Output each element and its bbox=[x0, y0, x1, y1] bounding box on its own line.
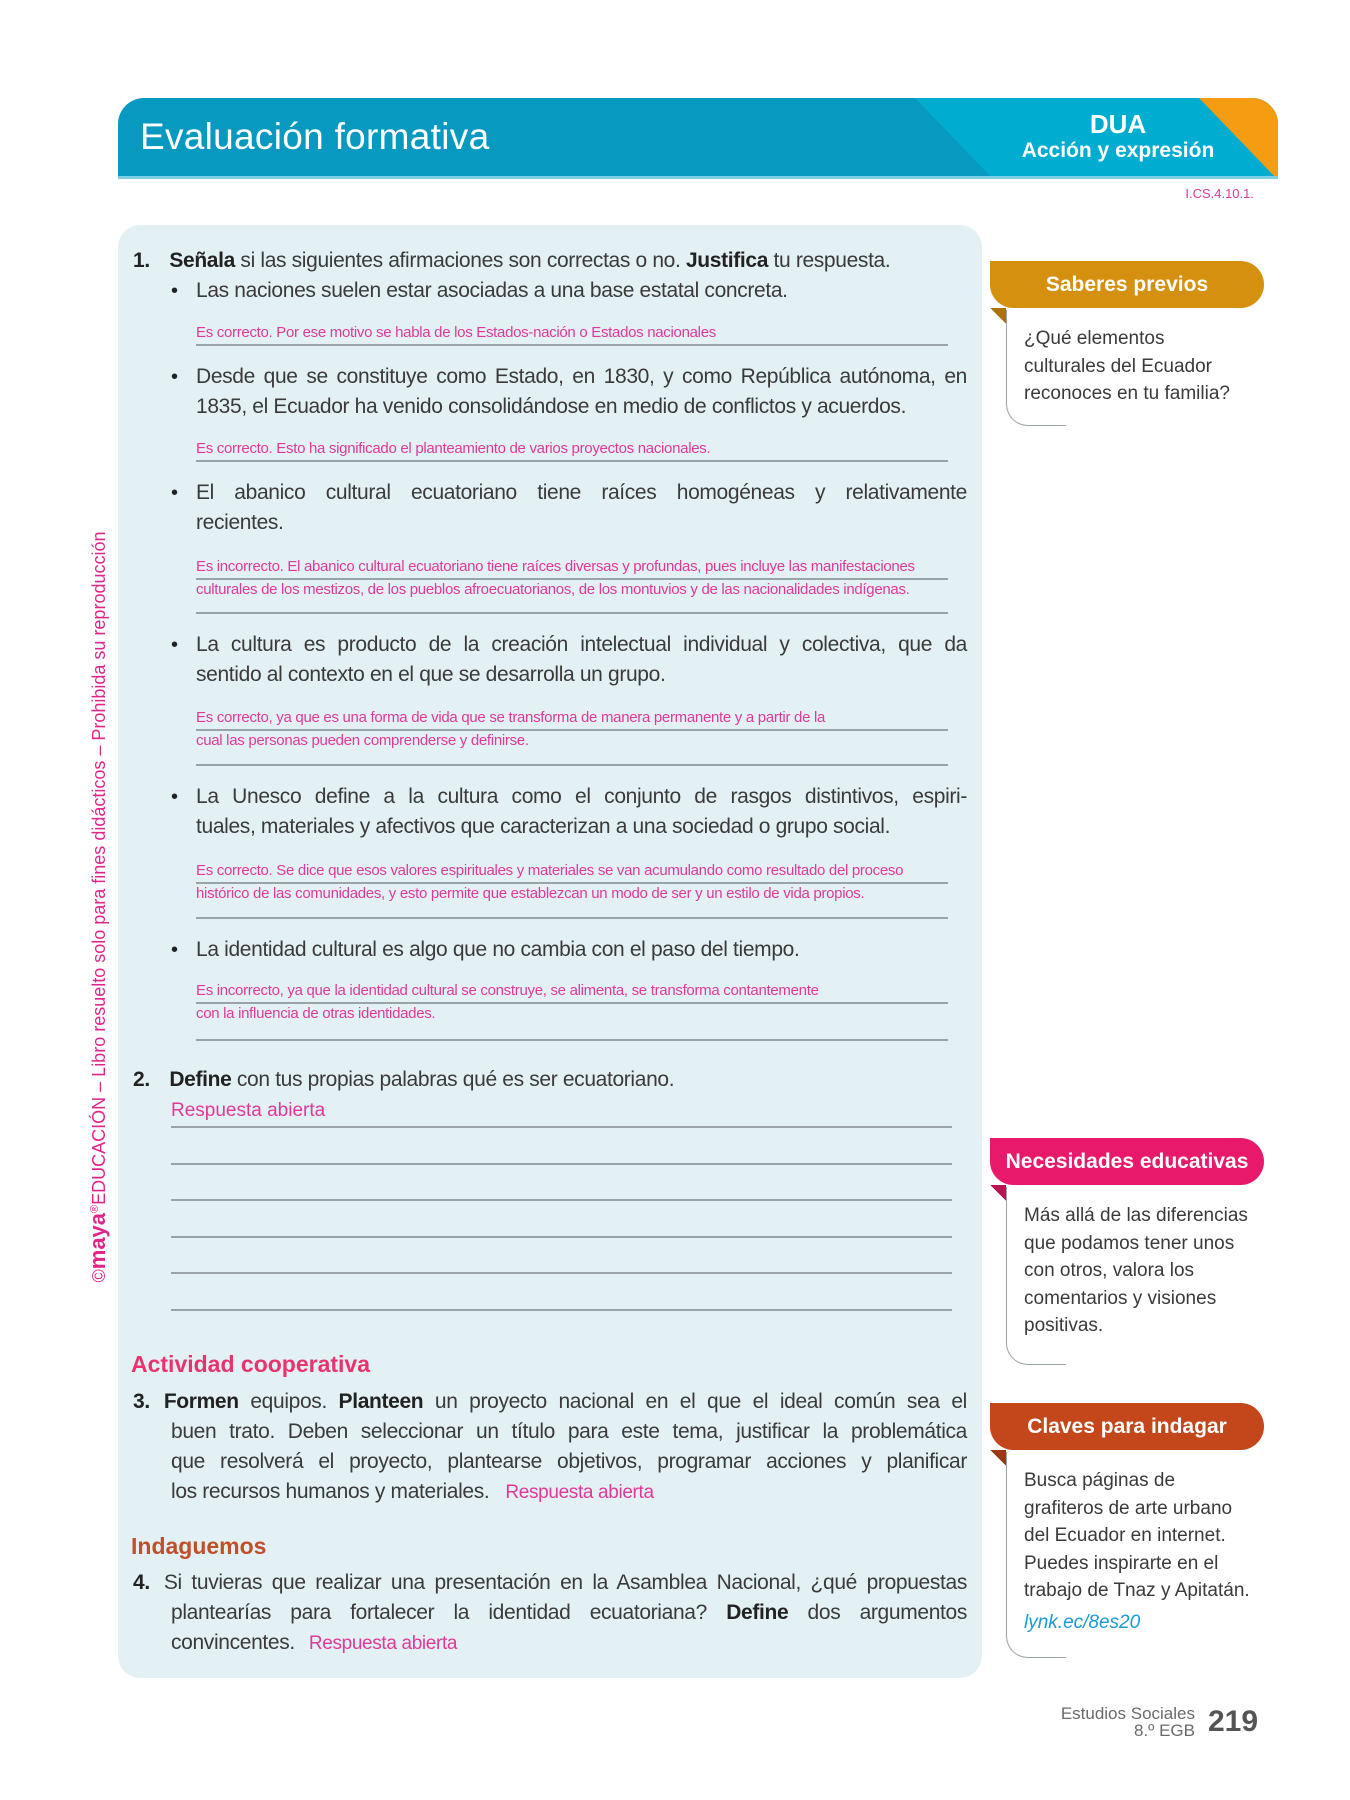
answer-line bbox=[171, 1309, 952, 1311]
sidebar-text-line: positivas. bbox=[1024, 1315, 1104, 1336]
sidebar-box-body bbox=[1006, 1202, 1248, 1340]
statement-item bbox=[196, 782, 967, 842]
brand-logo: maya bbox=[85, 1212, 110, 1270]
bullet-icon: • bbox=[171, 280, 179, 302]
sidebar-text-line: ¿Qué elementos bbox=[1024, 328, 1165, 349]
answer-line bbox=[196, 460, 948, 462]
answer-line bbox=[196, 1002, 948, 1004]
answer-line bbox=[171, 1199, 952, 1201]
bullet-icon: • bbox=[171, 786, 179, 808]
answer-text: cual las personas pueden comprenderse y definirse. bbox=[196, 732, 529, 749]
sidebar-text-line: Más allá de las diferencias bbox=[1024, 1205, 1248, 1226]
bullet-icon: • bbox=[171, 939, 179, 961]
fold-decoration bbox=[990, 1185, 1006, 1201]
question-text: plantearías para fortalecer la identidad ecuatoriana? bbox=[171, 1601, 727, 1624]
statement-line: Las naciones suelen estar asociadas a una base estatal concreta. bbox=[196, 279, 788, 302]
sidebar-text-line: comentarios y visiones bbox=[1024, 1287, 1217, 1309]
page-header-banner bbox=[118, 98, 1278, 179]
sidebar-text-line: con otros, valora los bbox=[1024, 1260, 1195, 1281]
answer-line bbox=[196, 764, 948, 766]
sidebar-box-header: Saberes previos bbox=[990, 261, 1264, 308]
sidebar-text-line: culturales del Ecuador bbox=[1024, 355, 1212, 377]
answer-text: con la influencia de otras identidades. bbox=[196, 1005, 436, 1022]
dua-badge bbox=[1018, 110, 1218, 164]
answer-line bbox=[171, 1163, 952, 1165]
answer-line bbox=[196, 882, 948, 884]
question-3 bbox=[133, 1387, 967, 1508]
question-number: 3. bbox=[133, 1390, 150, 1413]
grade-label: 8.º EGB bbox=[1133, 1721, 1195, 1740]
answer-line bbox=[171, 1272, 952, 1274]
answer-text: Es correcto. Se dice que esos valores espirituales y materiales se van acumulando como resultado del proceso bbox=[196, 862, 904, 879]
skill-code: I.CS.4.10.1. bbox=[1185, 186, 1254, 201]
sidebar-text-line: reconoces en tu familia? bbox=[1024, 383, 1230, 404]
section-heading-cooperativa: Actividad cooperativa bbox=[131, 1351, 371, 1377]
statement-line: La Unesco define a la cultura como el conjunto de rasgos distintivos, espiri- bbox=[196, 785, 967, 808]
dua-subtitle: Acción y expresión bbox=[1021, 139, 1215, 162]
answer-text: Es correcto, ya que es una forma de vida que se transforma de manera permanente y a partir de la bbox=[196, 709, 826, 726]
instruction-verb: Justifica bbox=[685, 249, 769, 272]
answer-text: Respuesta abierta bbox=[171, 1100, 326, 1121]
question-text: Si tuvieras que realizar una presentación en la Asamblea Nacional, ¿qué propuestas bbox=[163, 1571, 967, 1594]
question-text: dos argumentos bbox=[788, 1601, 967, 1624]
question-number: 2. bbox=[133, 1068, 150, 1091]
question-text: un proyecto nacional en el que el ideal común sea el bbox=[423, 1390, 967, 1413]
subject-label: Estudios Sociales bbox=[1060, 1704, 1195, 1723]
answer-line bbox=[196, 578, 948, 580]
page-title: Evaluación formativa bbox=[140, 116, 490, 157]
sidebar-text-line: trabajo de Tnaz y Apitatán. bbox=[1024, 1580, 1250, 1601]
bullet-icon: • bbox=[171, 366, 179, 388]
answer-text: Respuesta abierta bbox=[505, 1482, 654, 1503]
sidebar-box-body bbox=[1006, 1467, 1250, 1636]
question-text: tu respuesta. bbox=[768, 249, 891, 272]
answer-text: histórico de las comunidades, y esto permite que establezcan un modo de ser y un estilo de vida propios. bbox=[196, 885, 865, 902]
fold-decoration bbox=[990, 308, 1006, 324]
page-number: 219 bbox=[1208, 1705, 1259, 1738]
question-number: 4. bbox=[133, 1571, 150, 1594]
question-1 bbox=[133, 246, 890, 276]
answer-line bbox=[196, 917, 948, 919]
answer-text: Es correcto. Por ese motivo se habla de los Estados-nación o Estados nacionales bbox=[196, 324, 716, 341]
bullet-icon: • bbox=[171, 634, 179, 656]
statement-line: 1835, el Ecuador ha venido consolidándose en medio de conflictos y acuerdos. bbox=[196, 395, 907, 418]
question-4 bbox=[133, 1568, 967, 1659]
answer-line bbox=[196, 612, 948, 614]
statement-item bbox=[196, 362, 967, 422]
statement-line: recientes. bbox=[196, 511, 284, 534]
sidebar-text-line: Puedes inspirarte en el bbox=[1024, 1552, 1219, 1574]
statement-line: tuales, materiales y afectivos que caracterizan a una sociedad o grupo social. bbox=[196, 815, 891, 838]
section-heading-indaguemos: Indaguemos bbox=[131, 1533, 267, 1559]
sidebar-box-header: Claves para indagar bbox=[990, 1403, 1264, 1450]
copyright-symbol: © bbox=[89, 1269, 109, 1283]
statement-line: La identidad cultural es algo que no cambia con el paso del tiempo. bbox=[196, 938, 800, 961]
answer-text: Respuesta abierta bbox=[308, 1633, 458, 1654]
statement-item bbox=[196, 935, 967, 965]
answer-text: culturales de los mestizos, de los pueblos afroecuatorianos, de los montuvios y de las nacionalidades indígenas. bbox=[196, 581, 910, 598]
resource-link[interactable]: lynk.ec/8es20 bbox=[1024, 1611, 1141, 1633]
question-text: equipos. bbox=[238, 1390, 339, 1413]
question-text: que resolverá el proyecto, plantearse objetivos, programar acciones y planificar bbox=[171, 1450, 967, 1473]
statement-item bbox=[196, 276, 967, 306]
answer-line bbox=[196, 729, 948, 731]
instruction-verb: Planteen bbox=[338, 1390, 424, 1413]
statement-item bbox=[196, 478, 967, 538]
statement-line: La cultura es producto de la creación intelectual individual y colectiva, que da bbox=[196, 633, 967, 656]
watermark-text: EDUCACIÓN – Libro resuelto solo para fines didácticos – Prohibida su reproducción bbox=[89, 531, 109, 1205]
registered-mark: ® bbox=[89, 1204, 101, 1213]
bullet-icon: • bbox=[171, 482, 179, 504]
sidebar-box-header: Necesidades educativas bbox=[990, 1138, 1264, 1185]
answer-line bbox=[171, 1236, 952, 1238]
question-text: los recursos humanos y materiales. bbox=[171, 1480, 490, 1503]
question-text: con tus propias palabras qué es ser ecuatoriano. bbox=[231, 1068, 675, 1091]
answer-line bbox=[196, 1039, 948, 1041]
sidebar-text-line: del Ecuador en internet. bbox=[1024, 1525, 1226, 1546]
instruction-verb: Define bbox=[169, 1068, 232, 1091]
statement-item bbox=[196, 630, 967, 690]
answer-text: Es correcto. Esto ha significado el planteamiento de varios proyectos nacionales. bbox=[196, 440, 711, 457]
instruction-verb: Formen bbox=[163, 1390, 239, 1413]
statement-line: El abanico cultural ecuatoriano tiene raíces homogéneas y relativamente bbox=[196, 481, 967, 504]
instruction-verb: Define bbox=[726, 1601, 789, 1624]
answer-line bbox=[171, 1126, 952, 1128]
question-2 bbox=[133, 1065, 674, 1095]
answer-text: Es incorrecto. El abanico cultural ecuatoriano tiene raíces diversas y profundas, pues incluye las manifestaciones bbox=[196, 558, 915, 575]
sidebar-box-body bbox=[1006, 325, 1230, 408]
instruction-verb: Señala bbox=[169, 249, 235, 272]
question-text: si las siguientes afirmaciones son correctas o no. bbox=[234, 249, 686, 272]
sidebar-text-line: Busca páginas de bbox=[1024, 1470, 1176, 1491]
answer-line bbox=[196, 344, 948, 346]
fold-decoration bbox=[990, 1450, 1006, 1466]
sidebar-text-line: grafiteros de arte urbano bbox=[1024, 1497, 1233, 1519]
statement-line: sentido al contexto en el que se desarrolla un grupo. bbox=[196, 663, 666, 686]
question-text: buen trato. Deben seleccionar un título para este tema, justificar la problemática bbox=[171, 1420, 967, 1443]
question-text: convincentes. bbox=[171, 1631, 295, 1654]
answer-text: Es incorrecto, ya que la identidad cultural se construye, se alimenta, se transforma contantemente bbox=[196, 982, 819, 999]
dua-label: DUA bbox=[1089, 109, 1147, 139]
statement-line: Desde que se constituye como Estado, en 1830, y como República autónoma, en bbox=[196, 365, 967, 388]
copyright-watermark bbox=[83, 492, 110, 1322]
question-number: 1. bbox=[133, 249, 150, 272]
sidebar-text-line: que podamos tener unos bbox=[1024, 1232, 1235, 1254]
